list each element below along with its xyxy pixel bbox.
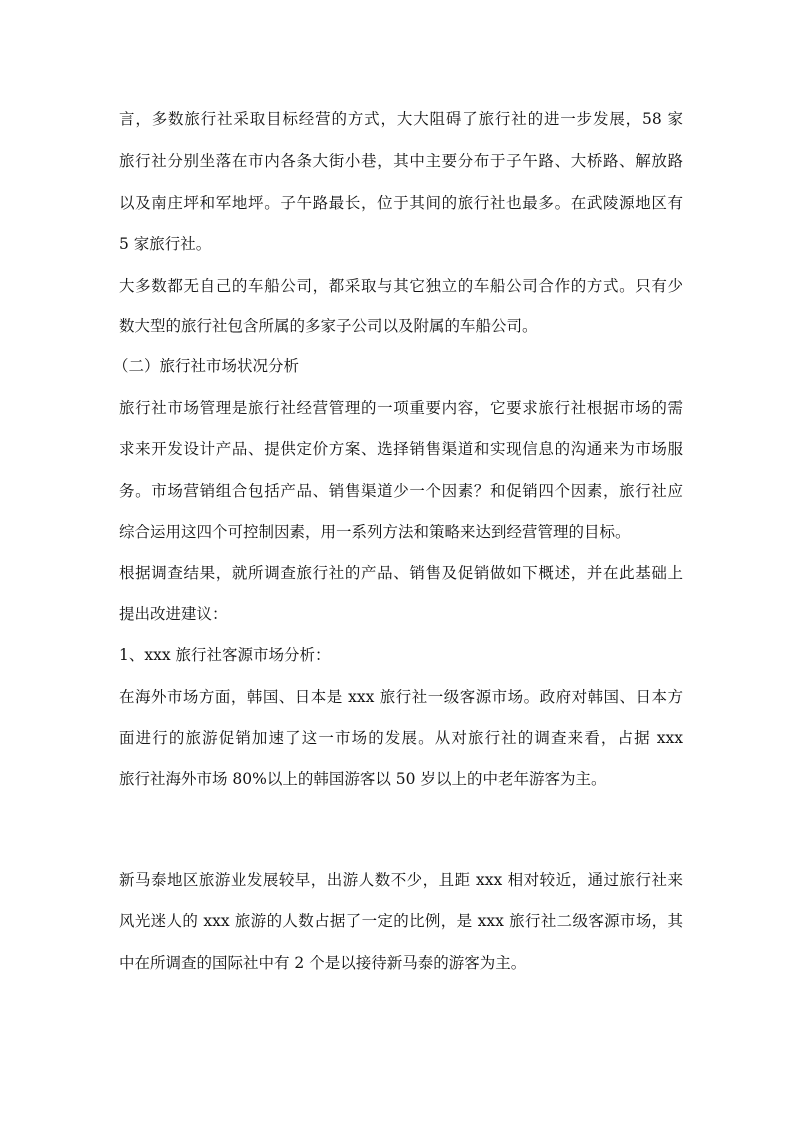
text-line: 5 家旅行社。 xyxy=(119,235,212,253)
text-line: 数大型的旅行社包含所属的多家子公司以及附属的车船公司。 xyxy=(119,317,538,335)
text-line: 以及南庄坪和军地坪。子午路最长，位于其间的旅行社也最多。在武陵源地区有 xyxy=(119,194,683,212)
text-line: 1、xxx 旅行社客源市场分析： xyxy=(119,646,331,664)
text-line: 新马泰地区旅游业发展较早，出游人数不少，且距 xxx 相对较近，通过旅行社来 xyxy=(119,871,683,889)
text-line: 大多数都无自己的车船公司，都采取与其它独立的车船公司合作的方式。只有少 xyxy=(119,277,683,295)
text-line: （二）旅行社市场状况分析 xyxy=(113,357,300,375)
text-line: 旅行社分别坐落在市内各条大街小巷，其中主要分布于子午路、大桥路、解放路 xyxy=(119,152,683,170)
text-line: 务。市场营销组合包括产品、销售渠道少一个因素？和促销四个因素，旅行社应 xyxy=(119,482,683,500)
text-line: 在海外市场方面，韩国、日本是 xxx 旅行社一级客源市场。政府对韩国、日本方 xyxy=(119,688,683,706)
text-line: 旅行社海外市场 80%以上的韩国游客以 50 岁以上的中老年游客为主。 xyxy=(119,770,607,788)
text-line: 提出改进建议： xyxy=(119,605,228,623)
text-line: 旅行社市场管理是旅行社经营管理的一项重要内容，它要求旅行社根据市场的需 xyxy=(119,399,683,417)
text-line: 言，多数旅行社采取目标经营的方式，大大阻碍了旅行社的进一步发展，58 家 xyxy=(119,110,683,128)
text-line: 风光迷人的 xxx 旅游的人数占据了一定的比例，是 xxx 旅行社二级客源市场，其 xyxy=(119,912,683,930)
text-line: 求来开发设计产品、提供定价方案、选择销售渠道和实现信息的沟通来为市场服 xyxy=(119,440,683,458)
text-line: 根据调查结果，就所调查旅行社的产品、销售及促销做如下概述，并在此基础上 xyxy=(119,564,683,582)
text-line: 综合运用这四个可控制因素，用一系列方法和策略来达到经营管理的目标。 xyxy=(119,523,631,541)
text-line: 面进行的旅游促销加速了这一市场的发展。从对旅行社的调查来看，占据 xxx xyxy=(119,729,683,747)
text-line: 中在所调查的国际社中有 2 个是以接待新马泰的游客为主。 xyxy=(119,954,527,972)
